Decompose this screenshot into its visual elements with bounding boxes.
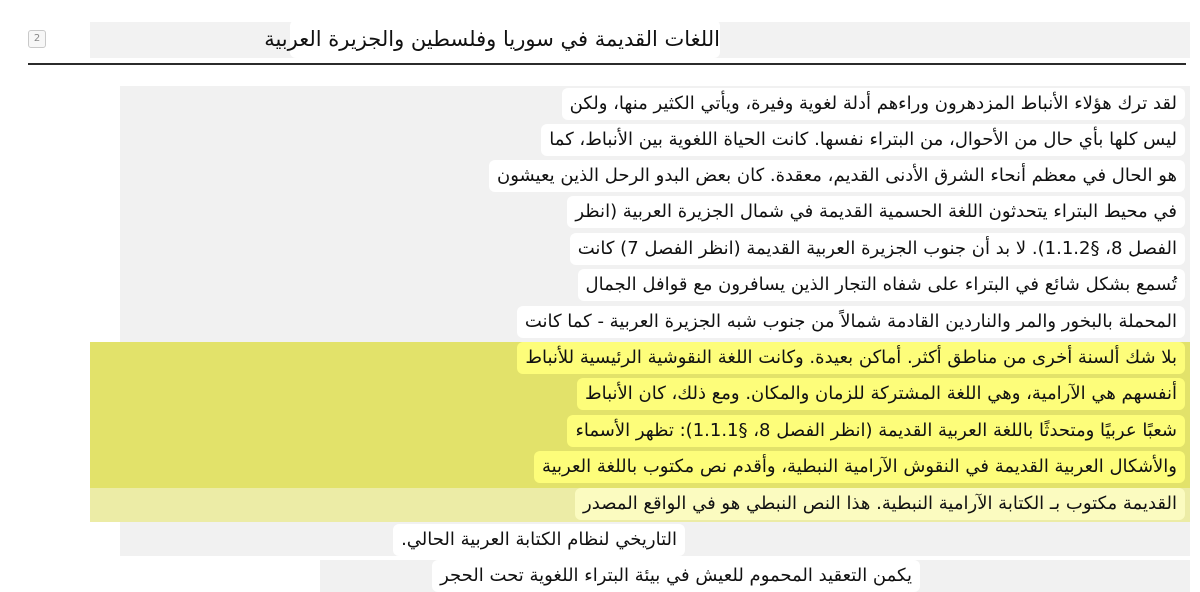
text-line-13: التاريخي لنظام الكتابة العربية الحالي.	[393, 524, 685, 556]
text-line-8: بلا شك ألسنة أخرى من مناطق أكثر. أماكن بعيدة. وكانت اللغة النقوشية الرئيسية للأنباط	[517, 342, 1185, 374]
page-number: 2	[28, 30, 46, 48]
text-line-1: لقد ترك هؤلاء الأنباط المزدهرون وراءهم أدلة لغوية وفيرة، ويأتي الكثير منها، ولكن	[562, 88, 1185, 120]
text-line-9: أنفسهم هي الآرامية، وهي اللغة المشتركة للزمان والمكان. ومع ذلك، كان الأنباط	[577, 378, 1185, 410]
text-line-12: القديمة مكتوب بـ الكتابة الآرامية النبطية. هذا النص النبطي هو في الواقع المصدر	[575, 488, 1185, 520]
text-line-6: تُسمع بشكل شائع في البتراء على شفاه التجار الذين يسافرون مع قوافل الجمال	[578, 269, 1185, 301]
text-line-4: في محيط البتراء يتحدثون اللغة الحسمية القديمة في شمال الجزيرة العربية (انظر	[567, 196, 1185, 228]
page-header-title: اللغات القديمة في سوريا وفلسطين والجزيرة العربية	[290, 20, 720, 58]
text-line-7: المحملة بالبخور والمر والناردين القادمة شمالاً من جنوب شبه الجزيرة العربية - كما كانت	[517, 306, 1185, 338]
text-line-2: ليس كلها بأي حال من الأحوال، من البتراء نفسها. كانت الحياة اللغوية بين الأنباط، كما	[541, 124, 1185, 156]
text-line-3: هو الحال في معظم أنحاء الشرق الأدنى القديم، معقدة. كان بعض البدو الرحل الذين يعيشون	[489, 160, 1185, 192]
text-line-11: والأشكال العربية القديمة في النقوش الآرامية النبطية، وأقدم نص مكتوب باللغة العربية	[534, 451, 1185, 483]
text-line-14: يكمن التعقيد المحموم للعيش في بيئة البتراء اللغوية تحت الحجر	[432, 560, 920, 592]
text-line-5: الفصل 8، §1.1.2). لا بد أن جنوب الجزيرة العربية القديمة (انظر الفصل 7) كانت	[570, 233, 1185, 265]
text-line-10: شعبًا عربيًا ومتحدثًا باللغة العربية القديمة (انظر الفصل 8، §1.1.1): تظهر الأسماء	[567, 415, 1185, 447]
header-divider	[28, 63, 1186, 65]
